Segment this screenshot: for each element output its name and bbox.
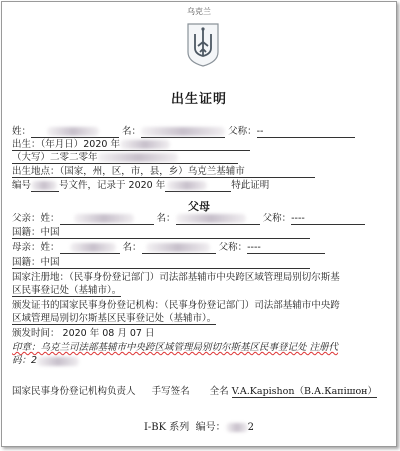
redaction <box>176 214 246 223</box>
dob-label: 出生：（年月日）2020 年 <box>12 139 120 150</box>
mother-name-row: 母亲：姓： 名： 父称：---- <box>12 242 325 254</box>
child-patronymic-field: -- <box>257 126 355 138</box>
registration-place-line1: 国家注册地：（民事身份登记部门）司法部基辅市中央跨区域管理局别切尔斯基 <box>12 272 340 283</box>
child-surname-field <box>31 126 119 138</box>
birthplace-row <box>12 166 315 178</box>
child-surname-label: 姓： <box>12 126 32 137</box>
parents-heading: 父母 <box>188 200 210 213</box>
child-name-field <box>141 126 225 138</box>
father-name-label: 名： <box>156 213 176 224</box>
signatory-fullname: V.A.Kapishon（В.А.Капішон） <box>231 386 378 397</box>
child-name-row <box>12 126 355 138</box>
mother-name-label: 名： <box>122 242 142 253</box>
certificate-series: I-BK 系列 编号： 2 <box>143 422 255 433</box>
redaction <box>70 243 116 252</box>
seal-line2: 码：2 <box>12 355 83 367</box>
father-name-row: 父亲：姓： 名： 父称：---- <box>12 213 365 225</box>
redaction <box>167 181 207 190</box>
father-surname-label: 父亲：姓： <box>12 213 60 224</box>
redaction <box>47 127 99 136</box>
issuer-line2: 区域管理局别切尔斯基区民事登记处（基辅市）。 <box>12 313 217 324</box>
father-patronymic-label: 父称： <box>262 213 292 224</box>
child-patronymic-label: 父称： <box>228 126 257 137</box>
father-nationality: 国籍：中国 <box>12 227 60 238</box>
issue-date: 颁发时间： 2020 年 08 月 07 日 <box>12 328 155 339</box>
country-header: 乌克兰 <box>187 7 211 16</box>
ukraine-trident-emblem-icon <box>186 22 220 68</box>
record-prefix: 编号 <box>12 180 32 191</box>
mother-patronymic-label: 父称： <box>218 242 248 253</box>
redaction <box>146 243 210 252</box>
signature-note: 手写签名 <box>151 386 190 397</box>
document-title: 出生证明 <box>170 92 227 107</box>
dob-words-row <box>12 152 238 164</box>
redaction <box>120 140 170 149</box>
father-nationality-row <box>12 227 310 239</box>
child-name-label: 名： <box>122 126 142 137</box>
redaction <box>98 153 178 162</box>
dob-row <box>12 139 250 151</box>
record-row <box>12 180 269 192</box>
registration-place-line2: 区民事登记处（基辅市）。 <box>12 285 122 296</box>
dob-field <box>120 139 250 151</box>
redaction <box>226 423 248 432</box>
certificate-number: 2 <box>247 422 255 433</box>
birth-certificate-page <box>1 1 397 447</box>
redaction <box>141 127 225 136</box>
seal-line1: 印章：乌克兰司法部基辅市中央跨区域管理局别切尔斯基区民事登记处 注册代 <box>12 342 339 353</box>
signature-row <box>12 386 377 398</box>
mother-nationality-row <box>12 257 310 269</box>
dob-words-field <box>98 152 238 164</box>
dob-words-label: （大写）二零二零年 <box>12 152 98 163</box>
redaction <box>74 214 134 223</box>
fullname-label: 全名 <box>209 386 229 397</box>
redaction <box>31 181 57 190</box>
mother-surname-label: 母亲：姓： <box>12 242 60 253</box>
record-suffix: 特此证明 <box>231 180 270 191</box>
record-mid: 号文件，记录于 2020 年 <box>59 180 166 191</box>
redaction <box>37 357 79 366</box>
mother-nationality: 国籍：中国 <box>12 257 60 268</box>
signatory-role: 国家民事身份登记机构负责人 <box>12 386 136 397</box>
issuer-line1: 颁发证书的国家民事身份登记机构：（民事身份登记部门）司法部基辅市中央跨 <box>12 300 340 311</box>
birthplace-text: 出生地点：（国家，州，区，市，县，乡）乌克兰基辅市 <box>12 166 245 177</box>
